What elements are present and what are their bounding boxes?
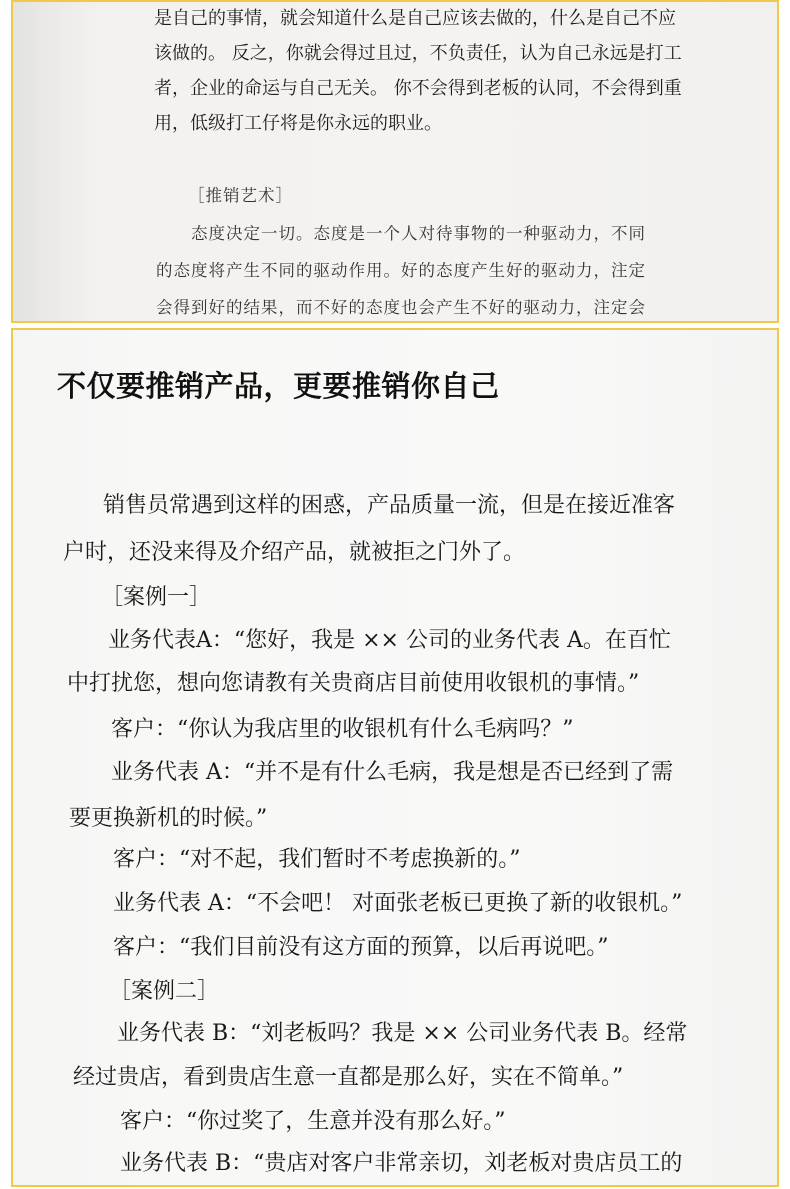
paragraph-line: 销售员常遇到这样的困惑，产品质量一流，但是在接近准客 bbox=[103, 493, 676, 518]
paragraph-line: 该做的。 反之，你就会得过且过，不负责任，认为自己永远是打工 bbox=[154, 43, 682, 64]
paragraph-line: 中打扰您，想向您请教有关贵商店目前使用收银机的事情。” bbox=[67, 671, 640, 696]
paragraph-line: 要更换新机的时候。” bbox=[69, 806, 268, 831]
paragraph-line: 客户：“对不起，我们暂时不考虑换新的。” bbox=[113, 847, 521, 872]
paragraph-line: 业务代表 A：“并不是有什么毛病，我是想是否已经到了需 bbox=[111, 760, 674, 785]
paragraph-line: 客户：“我们目前没有这方面的预算，以后再说吧。” bbox=[113, 935, 609, 960]
paragraph-line: 经过贵店，看到贵店生意一直都是那么好，实在不简单。” bbox=[73, 1065, 624, 1090]
paragraph-line: 客户：“你认为我店里的收银机有什么毛病吗？” bbox=[111, 717, 574, 742]
case-label: ［案例一］ bbox=[101, 585, 212, 610]
paragraph-line: 会得到好的结果，而不好的态度也会产生不好的驱动力，注定会 bbox=[156, 298, 646, 317]
chapter-title: 不仅要推销产品，更要推销你自己 bbox=[57, 369, 500, 403]
bottom-page-excerpt bbox=[11, 328, 779, 1187]
section-label: ［推销艺术］ bbox=[188, 186, 293, 205]
paragraph-line: 客户：“你过奖了，生意并没有那么好。” bbox=[120, 1109, 506, 1134]
case-label: ［案例二］ bbox=[109, 979, 220, 1004]
paragraph-line: 业务代表 B：“刘老板吗？我是 ×× 公司业务代表 B。经常 bbox=[117, 1021, 688, 1046]
paragraph-line: 业务代表A：“您好，我是 ×× 公司的业务代表 A。在百忙 bbox=[108, 628, 671, 653]
paragraph-line: 是自己的事情，就会知道什么是自己应该去做的，什么是自己不应 bbox=[154, 8, 676, 29]
paragraph-line: 的态度将产生不同的驱动作用。好的态度产生好的驱动力，注定 bbox=[156, 261, 646, 280]
paragraph-line: 业务代表 A：“不会吧！ 对面张老板已更换了新的收银机。” bbox=[113, 891, 683, 916]
paragraph-line: 者，企业的命运与自己无关。 你不会得到老板的认同，不会得到重 bbox=[154, 78, 682, 99]
paragraph-line: 业务代表 B：“贵店对客户非常亲切，刘老板对贵店员工的 bbox=[120, 1151, 683, 1176]
paragraph-line: 用，低级打工仔将是你永远的职业。 bbox=[154, 113, 442, 134]
top-page-excerpt bbox=[11, 0, 779, 323]
paragraph-line: 态度决定一切。态度是一个人对待事物的一种驱动力，不同 bbox=[191, 224, 646, 243]
paragraph-line: 户时，还没来得及介绍产品，就被拒之门外了。 bbox=[63, 540, 526, 565]
